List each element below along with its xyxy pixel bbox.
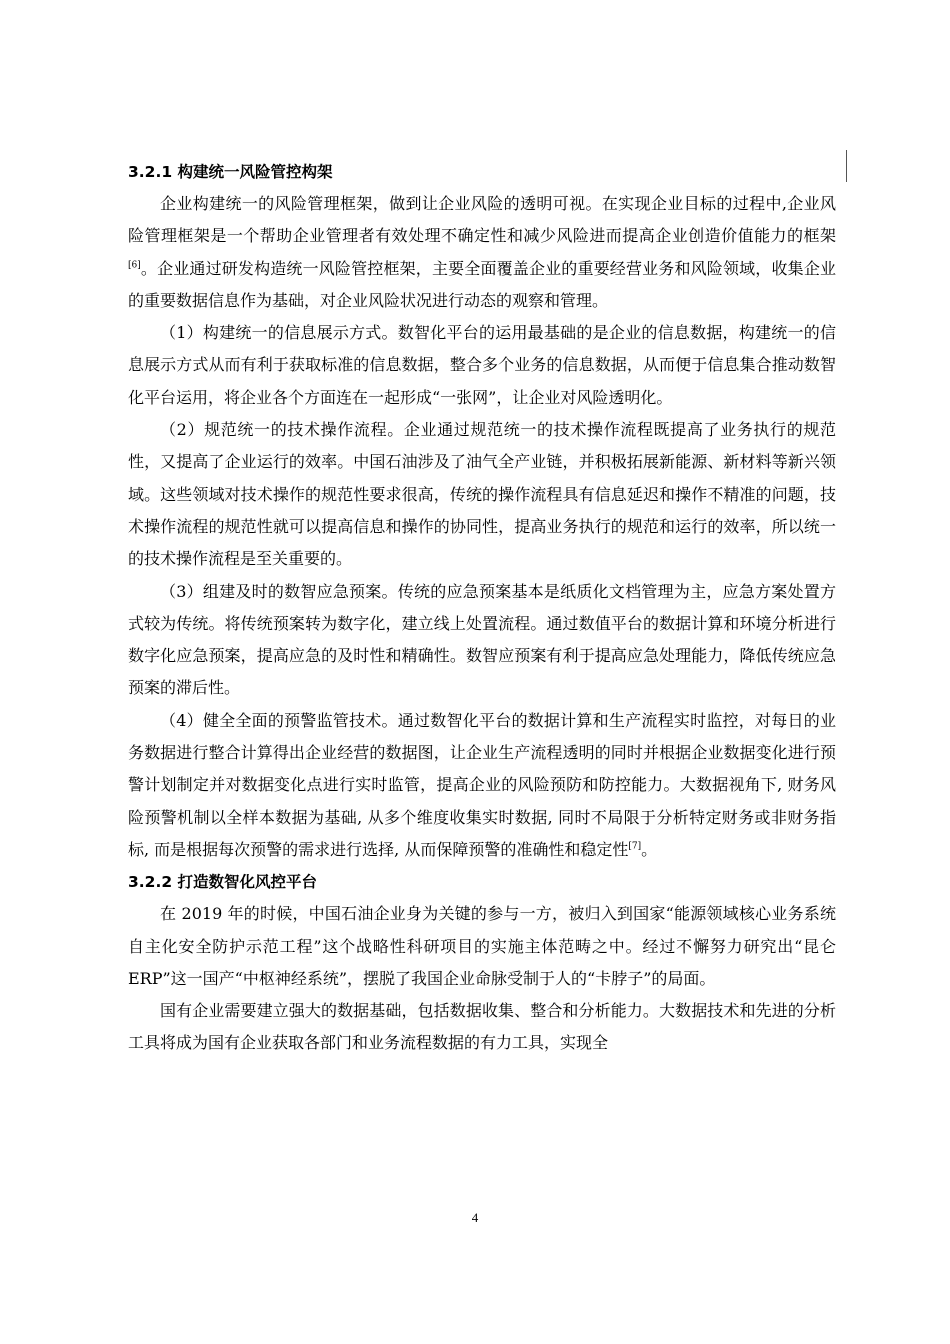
paragraph: 国有企业需要建立强大的数据基础，包括数据收集、整合和分析能力。大数据技术和先进的分析工具将成为国有企业获取各部门和业务流程数据的有力工具，实现全 bbox=[128, 1001, 836, 1053]
paragraph: （2）规范统一的技术操作流程。企业通过规范统一的技术操作流程既提高了业务执行的规范性，又提高了企业运行的效率。中国石油涉及了油气全产业链，并积极拓展新能源、新材料等新兴领域。这些领域对技术操作的规范性要求很高，传统的操作流程具有信息延迟和操作不精准的问题，技术操作流程的规范性就可以提高信息和操作的协同性，提高业务执行的规范和运行的效率，所以统一的技术操作流程是至关重要的。 bbox=[128, 420, 836, 569]
section-heading-3-2-1: 3.2.1 构建统一风险管控构架 bbox=[128, 163, 333, 181]
margin-rule bbox=[846, 150, 847, 182]
citation-ref: [7] bbox=[628, 841, 642, 852]
paragraph: 在 2019 年的时候，中国石油企业身为关键的参与一方，被归入到国家“能源领域核心业务系统自主化安全防护示范工程”这个战略性科研项目的实施主体范畴之中。经过不懈努力研究出“昆仑 ERP”这一国产“中枢神经系统”，摆脱了我国企业命脉受制于人的“卡脖子”的局面。 bbox=[128, 904, 836, 988]
paragraph: （4）健全全面的预警监管技术。通过数智化平台的数据计算和生产流程实时监控，对每日的业务数据进行整合计算得出企业经营的数据图，让企业生产流程透明的同时并根据企业数据变化进行预警计划制定并对数据变化点进行实时监管，提高企业的风险预防和防控能力。大数据视角下, 财务风险预警机制以全样本数据为基础, 从多个维度收集实时数据, 同时不局限于分析特定财务或非财务指标, 而是根据每次预警的需求进行选择, 从而保障预警的准确性和稳定性[7]。 bbox=[128, 710, 836, 859]
page-number: 4 bbox=[471, 1210, 479, 1225]
section-heading-3-2-2: 3.2.2 打造数智化风控平台 bbox=[128, 873, 318, 892]
paragraph: 企业构建统一的风险管理框架，做到让企业风险的透明可视。在实现企业目标的过程中,企业风险管理框架是一个帮助企业管理者有效处理不确定性和减少风险进而提高企业创造价值能力的框架[6]。企业通过研发构造统一风险管控框架，主要全面覆盖企业的重要经营业务和风险领域，收集企业的重要数据信息作为基础，对企业风险状况进行动态的观察和管理。 bbox=[128, 194, 836, 310]
citation-ref: [6] bbox=[128, 260, 141, 271]
page-content bbox=[128, 156, 836, 1060]
paragraph: （1）构建统一的信息展示方式。数智化平台的运用最基础的是企业的信息数据，构建统一的信息展示方式从而有利于获取标准的信息数据，整合多个业务的信息数据，从而便于信息集合推动数智化平台运用，将企业各个方面连在一起形成“一张网”，让企业对风险透明化。 bbox=[128, 323, 836, 407]
paragraph: （3）组建及时的数智应急预案。传统的应急预案基本是纸质化文档管理为主，应急方案处置方式较为传统。将传统预案转为数字化，建立线上处置流程。通过数值平台的数据计算和环境分析进行数字化应急预案，提高应急的及时性和精确性。数智应预案有利于提高应急处理能力，降低传统应急预案的滞后性。 bbox=[128, 581, 836, 698]
